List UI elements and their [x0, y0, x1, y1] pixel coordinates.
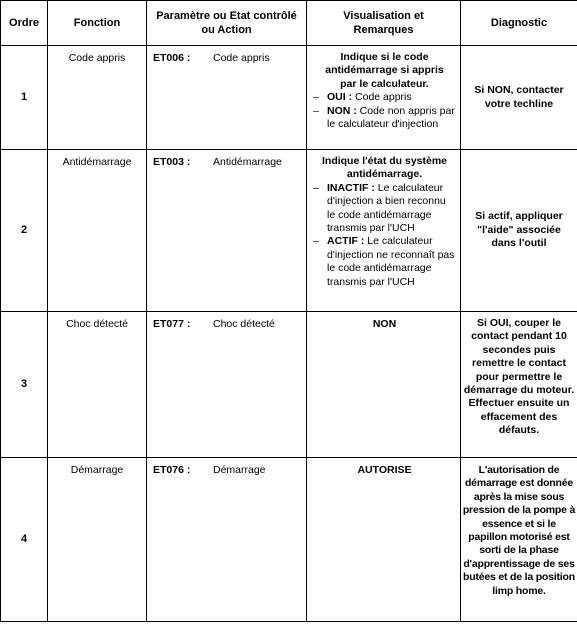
fonction-cell: Antidémarrage [48, 150, 147, 312]
header-parametre: Paramètre ou Etat contrôlé ou Action [147, 1, 307, 46]
param-label: Antidémarrage [213, 156, 282, 168]
param-code: ET076 : [153, 464, 191, 476]
header-diagnostic: Diagnostic [461, 1, 577, 46]
fonction-cell: Code appris [48, 46, 147, 150]
ordre-cell: 1 [1, 46, 48, 150]
fonction-cell: Démarrage [48, 458, 147, 622]
parametre-cell [147, 150, 307, 312]
ordre-cell: 4 [1, 458, 48, 622]
visu-heading: Indique l'état du système antidémarrage. [321, 155, 448, 181]
parametre-cell [147, 458, 307, 622]
visu-value: AUTORISE [357, 464, 412, 476]
visu-list [313, 182, 456, 289]
diagnostic-cell: Si actif, appliquer "l'aide" associée dans l'outil [461, 150, 577, 312]
header-ordre: Ordre [1, 1, 48, 46]
list-item: – ACTIF : Le calculateur d'injection ne reconnaît pas le code antidémarrage transmis par l'UCH [313, 235, 456, 289]
parametre-cell [147, 46, 307, 150]
table-row [1, 150, 577, 312]
visu-value: NON [372, 318, 397, 330]
header-row [1, 1, 577, 46]
list-item: – INACTIF : Le calculateur d'injection a bien reconnu le code antidémarrage transmis par l'UCH [313, 182, 456, 236]
param-code: ET006 : [153, 52, 191, 64]
header-fonction: Fonction [48, 1, 147, 46]
visu-heading: Indique si le code antidémarrage si appris par le calculateur. [325, 51, 444, 90]
param-label: Code appris [213, 52, 270, 64]
table-row [1, 458, 577, 622]
diagnostic-cell: Si OUI, couper le contact pendant 10 secondes puis remettre le contact pour permettre le démarrage du moteur. Effectuer ensuite un effacement des défauts. [461, 312, 577, 458]
visu-list [313, 91, 456, 131]
visualisation-cell [307, 46, 461, 150]
ordre-cell: 3 [1, 312, 48, 458]
parametre-cell [147, 312, 307, 458]
param-code: ET077 : [153, 318, 191, 330]
table-row [1, 312, 577, 458]
diagnostic-cell: Si NON, contacter votre techline [461, 46, 577, 150]
ordre-cell: 2 [1, 150, 48, 312]
list-item: – NON : Code non appris par le calculateur d'injection [313, 105, 456, 132]
param-label: Choc détecté [213, 318, 275, 330]
visualisation-cell [307, 458, 461, 622]
param-label: Démarrage [213, 464, 266, 476]
table-row [1, 46, 577, 150]
diagnostic-cell: L'autorisation de démarrage est donnée après la mise sous pression de la pompe à essence et si le papillon motorisé est sorti de la phase d'apprentissage de ses butées et de la position limp home. [461, 458, 577, 622]
visualisation-cell [307, 312, 461, 458]
header-visualisation: Visualisation et Remarques [307, 1, 461, 46]
visualisation-cell [307, 150, 461, 312]
fonction-cell: Choc détecté [48, 312, 147, 458]
list-item: – OUI : Code appris [313, 91, 456, 104]
param-code: ET003 : [153, 156, 191, 168]
